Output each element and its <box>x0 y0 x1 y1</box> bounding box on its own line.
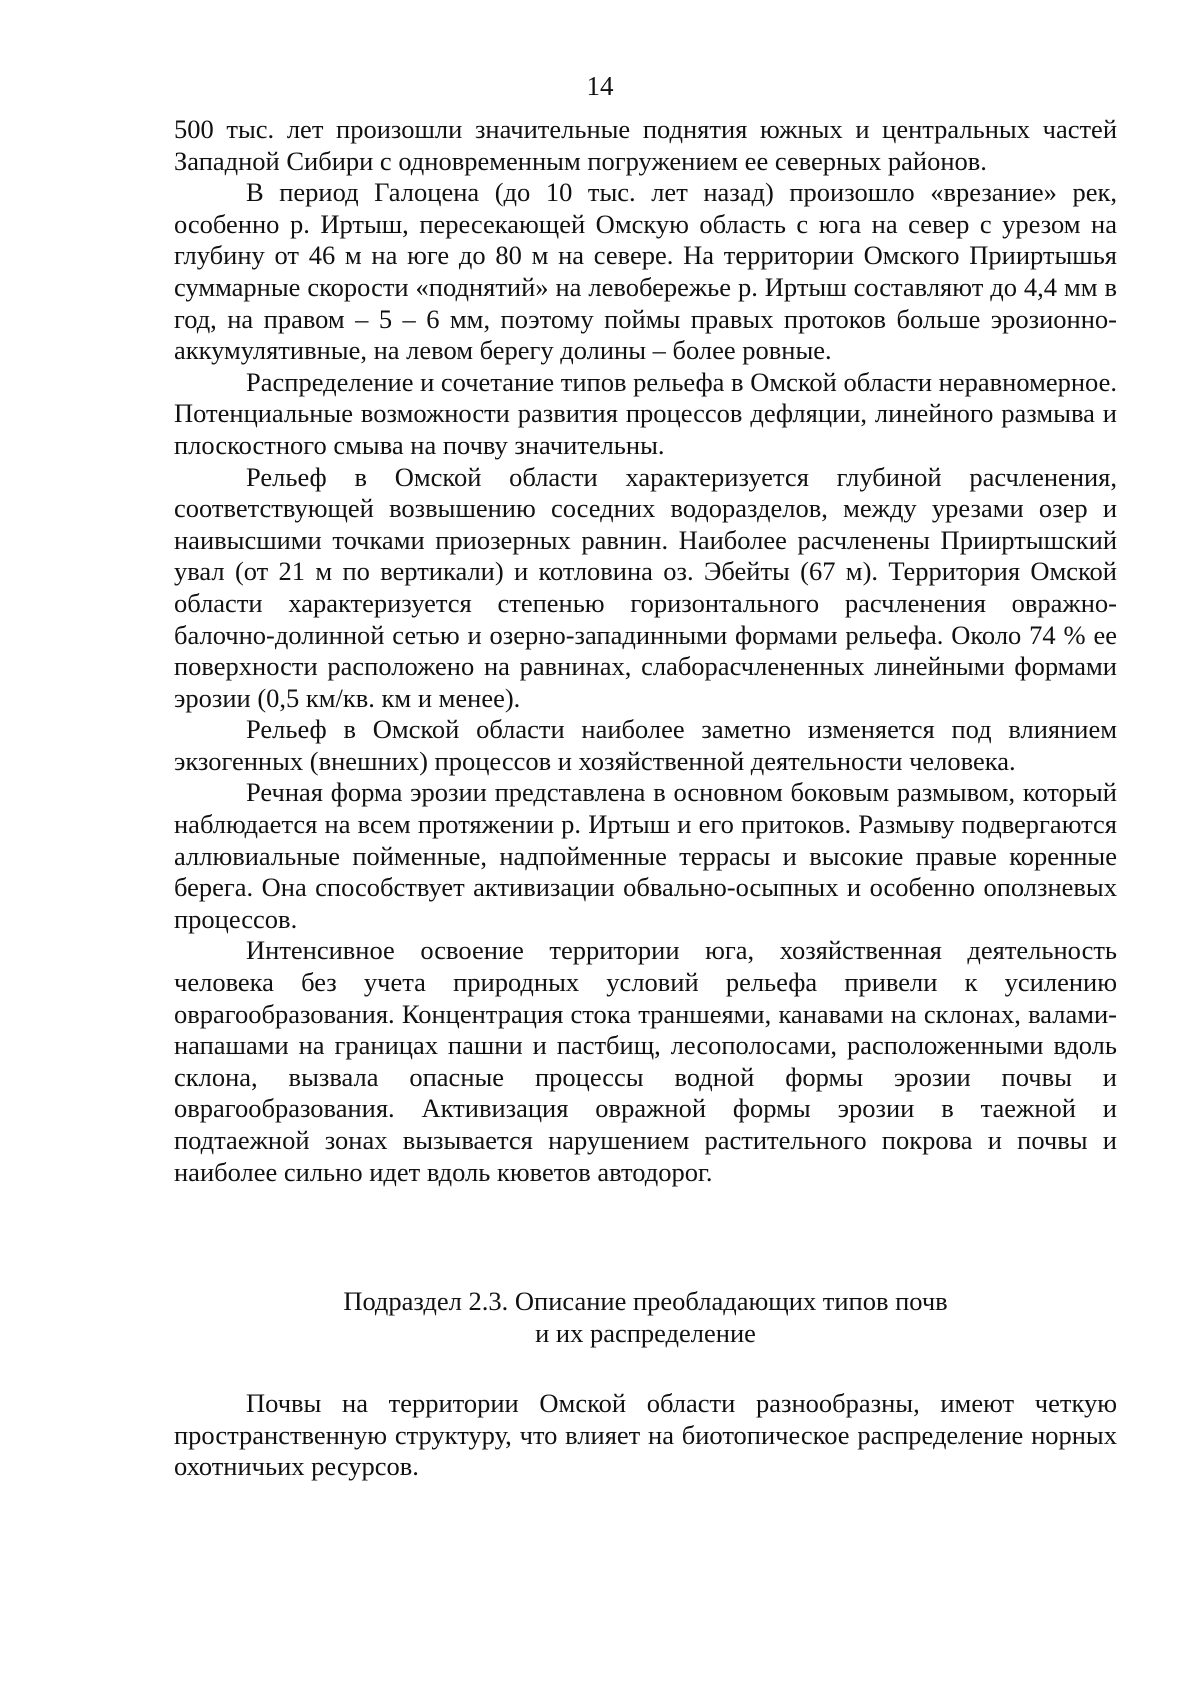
paragraph: 500 тыс. лет произошли значительные поднятия южных и центральных частей Западной Сибири с одновременным погружением ее северных районов. <box>174 114 1117 176</box>
paragraph: Рельеф в Омской области наиболее заметно изменяется под влиянием экзогенных (внешних) процессов и хозяйственной деятельности человека. <box>174 714 1117 776</box>
section-heading <box>174 1285 1117 1349</box>
page-number: 14 <box>586 71 614 101</box>
body-text <box>174 114 1117 1188</box>
paragraph: Речная форма эрозии представлена в основном боковым размывом, который наблюдается на всем протяжении р. Иртыш и его притоков. Размыву подвергаются аллювиальные пойменные, надпойменные террасы и высокие правые коренные берега. Она способствует активизации обвально-осыпных и особенно оползневых процессов. <box>174 777 1117 934</box>
paragraph: Интенсивное освоение территории юга, хозяйственная деятельность человека без учета природных условий рельефа привели к усилению оврагообразования. Концентрация стока траншеями, канавами на склонах, валами-напашами на границах пашни и пастбищ, лесополосами, расположенными вдоль склона, вызвала опасные процессы водной формы эрозии почвы и оврагообразования. Активизация овражной формы эрозии в таежной и подтаежной зонах вызывается нарушением растительного покрова и почвы и наиболее сильно идет вдоль кюветов автодорог. <box>174 935 1117 1187</box>
paragraph: Рельеф в Омской области характеризуется глубиной расчленения, соответствующей возвышению соседних водоразделов, между урезами озер и наивысшими точками приозерных равнин. Наиболее расчленены Прииртышский увал (от 21 м по вертикали) и котловина оз. Эбейты (67 м). Территория Омской области характеризуется степенью горизонтального расчленения овражно-балочно-долинной сетью и озерно-западинными формами рельефа. Около 74 % ее поверхности расположено на равнинах, слаборасчлененных линейными формами эрозии (0,5 км/кв. км и менее). <box>174 461 1117 713</box>
section-heading-line: и их распределение <box>535 1318 756 1348</box>
section-heading-line: Подраздел 2.3. Описание преобладающих типов почв <box>343 1286 948 1316</box>
paragraph: Почвы на территории Омской области разнообразны, имеют четкую пространственную структуру, что влияет на биотопическое распределение норных охотничьих ресурсов. <box>174 1388 1117 1482</box>
paragraph: В период Галоцена (до 10 тыс. лет назад) произошло «врезание» рек, особенно р. Иртыш, пересекающей Омскую область с юга на север с урезом на глубину от 46 м на юге до 80 м на севере. На территории Омского Прииртышья суммарные скорости «поднятий» на левобережье р. Иртыш составляют до 4,4 мм в год, на правом – 5 – 6 мм, поэтому поймы правых протоков больше эрозионно-аккумулятивные, на левом берегу долины – более ровные. <box>174 177 1117 366</box>
section-body-text <box>174 1388 1117 1483</box>
paragraph: Распределение и сочетание типов рельефа в Омской области неравномерное. Потенциальные возможности развития процессов дефляции, линейного размыва и плоскостного смыва на почву значительны. <box>174 366 1117 460</box>
